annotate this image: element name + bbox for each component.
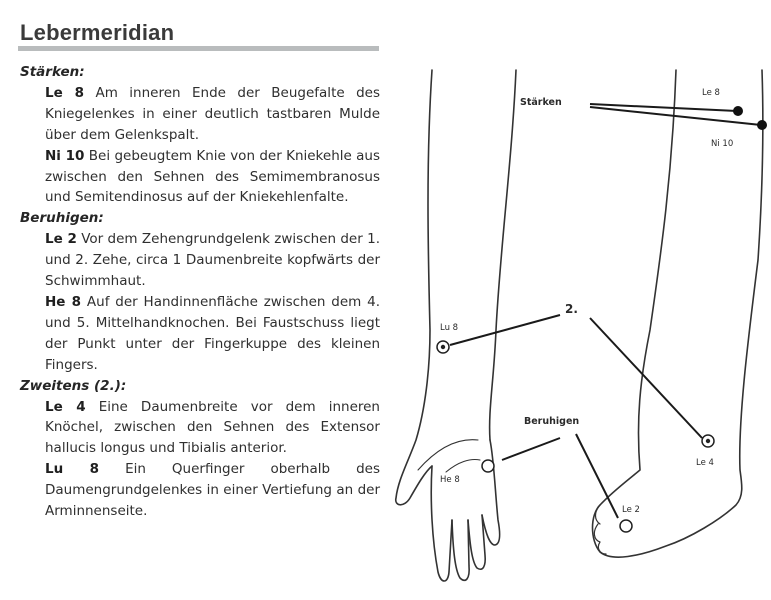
point-le8 (733, 106, 743, 116)
entry-he8 (45, 292, 380, 376)
entry-code: He 8 (45, 293, 82, 310)
arm-outline-right (490, 70, 516, 440)
palm-crease (418, 440, 478, 470)
palm-crease-2 (446, 460, 480, 473)
entry-text: Bei gebeugtem Knie von der Kniekehle aus zwischen den Sehnen des Semimembranosus und Semitendinosus auf der Kniekehlenfalte. (45, 147, 380, 206)
leader-lu8 (450, 315, 560, 345)
label-zweitens: 2. (565, 302, 578, 316)
section-heading-zweitens: Zweitens (2.): (20, 377, 127, 394)
entry-code: Le 8 (45, 84, 85, 101)
label-le8: Le 8 (702, 88, 720, 98)
label-ni10: Ni 10 (711, 139, 734, 149)
section-heading-staerken: Stärken: (20, 64, 85, 80)
entry-code: Ni 10 (45, 147, 85, 164)
label-le2: Le 2 (622, 505, 640, 515)
entry-le8 (45, 83, 380, 146)
leader-le2 (576, 434, 618, 518)
finger-2 (452, 520, 469, 580)
leader-he8 (502, 438, 560, 460)
acupoint-illustration (380, 60, 771, 600)
page-title: Lebermeridian (20, 20, 175, 45)
entry-code: Lu 8 (45, 461, 100, 478)
title-underline (18, 46, 379, 51)
entry-text: Eine Daumenbreite vor dem inneren Knöchel, zwischen den Sehnen des Extensor hallucis longus und Tibialis anterior. (45, 398, 380, 457)
entry-text: Ein Querfinger oberhalb des Daumengrundgelenkes in einer Vertiefung an der Arminnenseite. (45, 461, 381, 520)
entry-text: Vor dem Zehengrundgelenk zwischen der 1. und 2. Zehe, circa 1 Daumenbreite kopfwärts der Schwimmhaut. (45, 231, 380, 290)
entry-text: Am inneren Ende der Beugefalte des Kniegelenkes in einer deutlich tastbaren Mulde über dem Gelenkspalt. (45, 84, 381, 143)
finger-4 (482, 440, 500, 545)
entry-text: Auf der Handinnenfläche zwischen dem 4. und 5. Mittelhandknochen. Bei Faustschuss liegt der Punkt unter der Fingerkuppe des kleinen Fingers. (45, 293, 380, 373)
label-beruhigen: Beruhigen (524, 416, 580, 427)
entry-le4 (45, 397, 380, 460)
label-le4: Le 4 (696, 458, 714, 468)
point-le4-center (706, 439, 710, 443)
leader-le4 (590, 318, 702, 438)
point-description-list (20, 62, 380, 522)
acupoints (437, 106, 767, 532)
leg-outline (593, 70, 763, 557)
point-he8 (482, 460, 494, 472)
entry-ni10 (45, 146, 380, 209)
entry-le2 (45, 229, 380, 292)
arm-outline-left (396, 70, 432, 505)
finger-3 (468, 515, 485, 569)
entry-code: Le 4 (45, 398, 86, 415)
label-he8: He 8 (440, 475, 460, 485)
label-lu8: Lu 8 (440, 323, 459, 333)
entry-lu8 (45, 459, 380, 522)
entry-code: Le 2 (45, 231, 77, 248)
section-heading-beruhigen: Beruhigen: (20, 210, 104, 227)
point-le2 (620, 520, 632, 532)
point-ni10 (757, 120, 767, 130)
point-lu8-center (441, 345, 445, 349)
label-staerken: Stärken (520, 97, 562, 108)
